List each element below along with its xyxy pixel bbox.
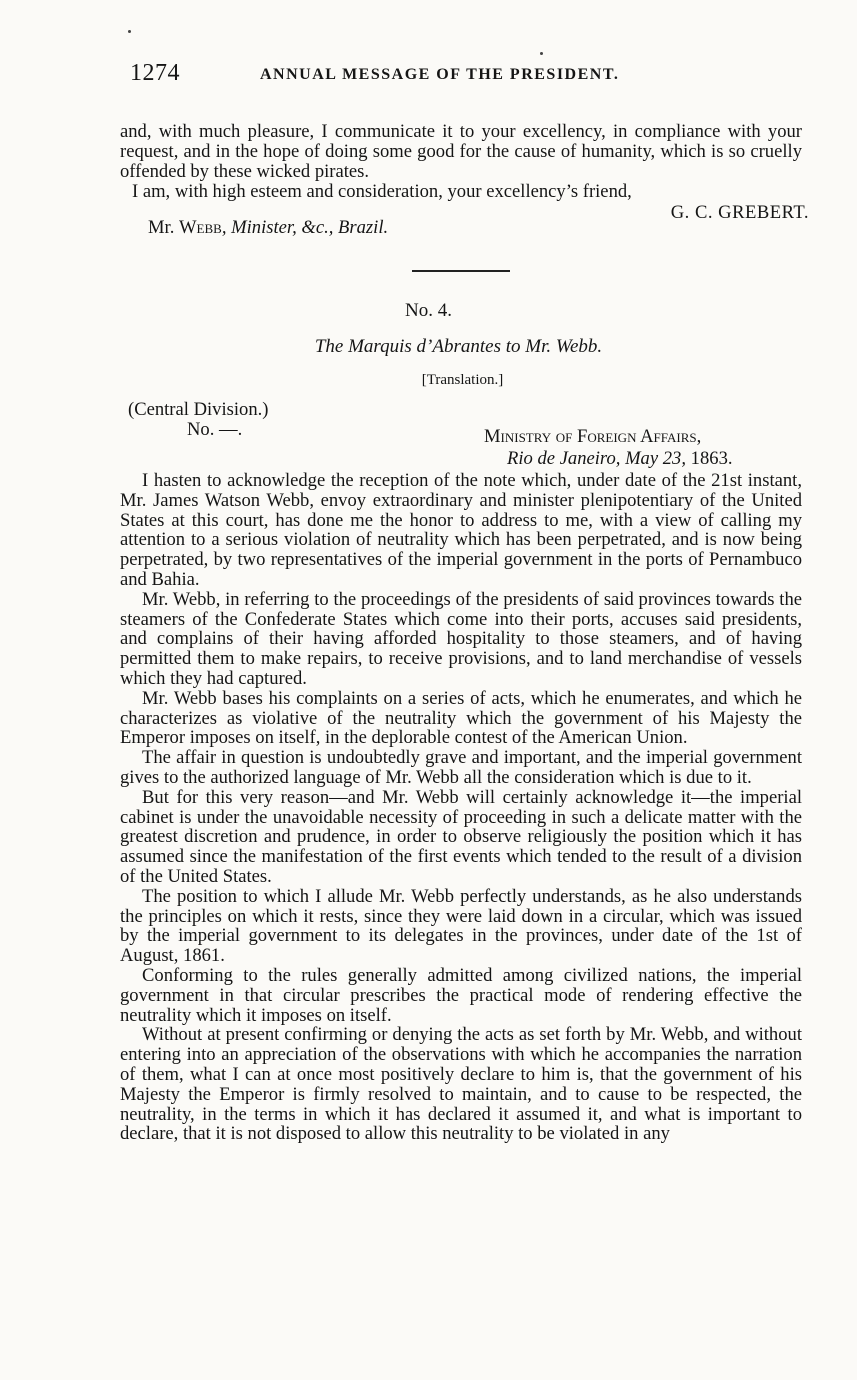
letter-body: [120, 471, 802, 1144]
page-header: [130, 60, 810, 100]
document-number: No. 4.: [405, 300, 452, 321]
paragraph: But for this very reason—and Mr. Webb will certainly acknowledge it—the imperial cabinet is under the unavoidable necessity of proceeding in such a delicate matter with the greatest discretion and prudence, in order to observe religiously the position which it has assumed since the manifestation of the first events which tended to the result of a division of the United States.: [120, 786, 802, 887]
running-head: ANNUAL MESSAGE OF THE PRESIDENT.: [260, 66, 620, 83]
prior-letter-closing: [120, 122, 802, 181]
document-title: The Marquis d’Abrantes to Mr. Webb.: [314, 336, 603, 357]
paragraph: Mr. Webb, in referring to the proceedings of the presidents of said provinces towards the steamers of the Confederate States which come into their ports, accuses said presidents, and complains of their having afforded hospitality to those steamers, and of having permitted them to make repairs, to receive provisions, and to land merchandise of vessels which they had captured.: [120, 588, 802, 689]
division: (Central Division.): [128, 399, 269, 420]
place-date-text: Rio de Janeiro, May 23,: [507, 448, 687, 469]
paragraph: I hasten to acknowledge the reception of the note which, under date of the 21st instant, Mr. James Watson Webb, envoy extraordinary and minister plenipotentiary of the United States at this court, has done me the honor to address to me, with a view of calling my attention to a serious violation of neutrality which has been perpetrated, and is now being perpetrated, by two representatives of the imperial government in the ports of Pernambuco and Bahia.: [120, 470, 802, 590]
paragraph: Mr. Webb bases his complaints on a series of acts, which he enumerates, and which he characterizes as violative of the neutrality which the government of his Majesty the Emperor imposes on itself, in the deplorable contest of the American Union.: [120, 687, 802, 749]
addressee-name: Webb: [179, 217, 222, 238]
closing-paragraph: and, with much pleasure, I communicate it to your excellency, in compliance with your request, and in the hope of doing some good for the cause of humanity, which is so cruelly offended by these wicked pirates.: [120, 121, 802, 182]
paragraph: The affair in question is undoubtedly grave and important, and the imperial government gives to the authorized language of Mr. Webb all the consideration which is due to it.: [120, 747, 802, 788]
addressee-suffix: , Minister, &c., Brazil.: [221, 217, 389, 238]
addressee: [148, 218, 388, 238]
signature: G. C. GREBERT.: [670, 202, 809, 223]
section-divider: [412, 270, 510, 272]
paragraph: Conforming to the rules generally admitted among civilized nations, the imperial government in that circular prescribes the practical mode of rendering effective the neutrality which it imposes on itself.: [120, 964, 802, 1026]
division-number: No. —.: [187, 419, 243, 440]
page-number: 1274: [130, 60, 180, 86]
paragraph: Without at present confirming or denying the acts as set forth by Mr. Webb, and without entering into an appreciation of the observations with which he accompanies the narration of them, what I can at once most positively declare to him is, that the government of his Majesty the Emperor is firmly resolved to maintain, and to cause to be respected, the neutrality, in the terms in which it has declared it assumed it, and what is important to declare, that it is not disposed to allow this neutrality to be violated in any: [120, 1024, 802, 1145]
place-date: [507, 449, 733, 469]
print-speck: [128, 30, 131, 33]
paragraph: The position to which I allude Mr. Webb perfectly understands, as he also understands the principles on which it rests, since they were laid down in a circular, which was issued by the imperial government to its delegates in the provinces, under date of the 1st of August, 1861.: [120, 885, 802, 967]
ministry-heading: Ministry of Foreign Affairs,: [484, 426, 702, 447]
translation-note: [Translation.]: [421, 372, 504, 388]
addressee-prefix: Mr.: [148, 217, 179, 238]
year: 1863.: [690, 448, 733, 469]
print-speck: [540, 52, 543, 55]
salutation: I am, with high esteem and consideration, your excellency’s friend,: [132, 181, 632, 202]
